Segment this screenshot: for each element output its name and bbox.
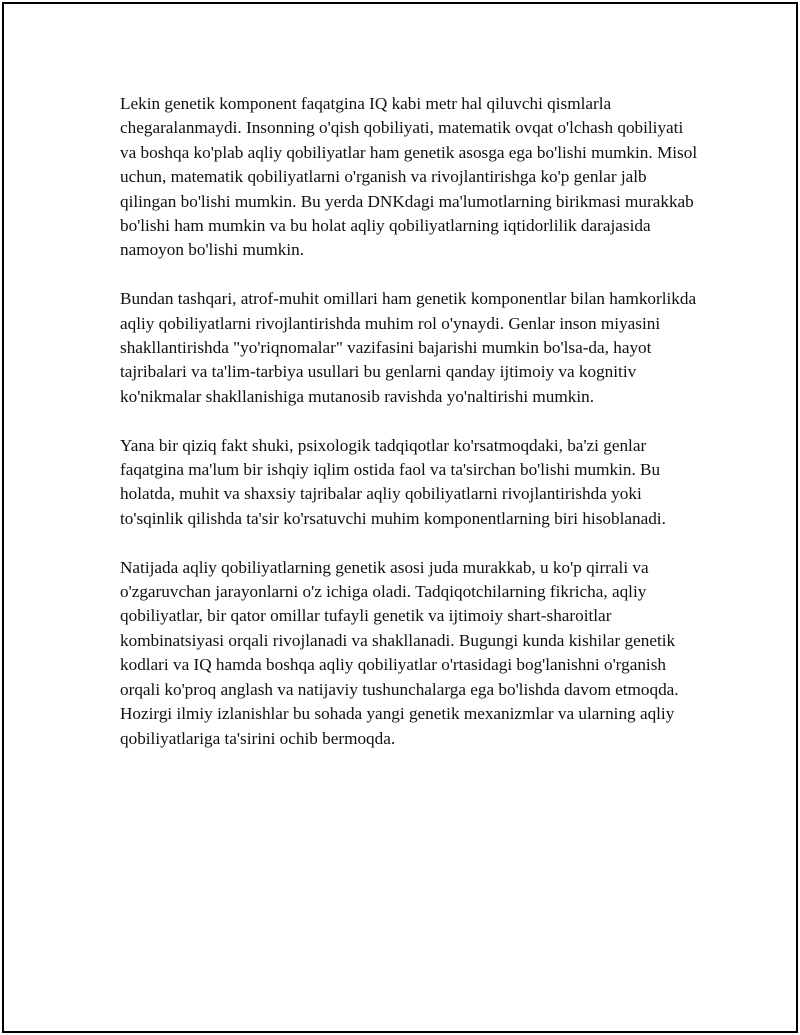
paragraph-1: Lekin genetik komponent faqatgina IQ kabi metr hal qiluvchi qismlarla chegaralanmaydi. Insonning o'qish qobiliyati, matematik ovqat o'lchash qobiliyati va boshqa ko'plab aqliy qobiliyatlar ham genetik asosga ega bo'lishi mumkin. Misol uchun, matematik qobiliyatlarni o'rganish va rivojlantirishga ko'p genlar jalb qilingan bo'lishi mumkin. Bu yerda DNKdagi ma'lumotlarning birikmasi murakkab bo'lishi ham mumkin va bu holat aqliy qobiliyatlarning iqtidorlilik darajasida namoyon bo'lishi mumkin. (120, 94, 698, 260)
document-page (2, 2, 798, 1033)
paragraph-3: Yana bir qiziq fakt shuki, psixologik tadqiqotlar ko'rsatmoqdaki, ba'zi genlar faqatgina ma'lum bir ishqiy iqlim ostida faol va ta'sirchan bo'lishi mumkin. Bu holatda, muhit va shaxsiy tajribalar aqliy qobiliyatlarni rivojlantirishda yoki to'sqinlik qilishda ta'sir ko'rsatuvchi muhim komponentlarning biri hisoblanadi. (120, 435, 666, 528)
paragraph-2: Bundan tashqari, atrof-muhit omillari ham genetik komponentlar bilan hamkorlikda aqliy qobiliyatlarni rivojlantirishda muhim rol o'ynaydi. Genlar inson miyasini shakllantirishda "yo'riqnomalar" vazifasini bajarishi mumkin bo'lsa-da, hayot tajribalari va ta'lim-tarbiya usullari bu genlarni qanday ijtimoiy va kognitiv ko'nikmalar shakllanishiga mutanosib ravishda yo'naltirishi mumkin. (120, 289, 697, 406)
document-body (120, 92, 700, 775)
paragraph-4: Natijada aqliy qobiliyatlarning genetik asosi juda murakkab, u ko'p qirrali va o'zgaruvchan jarayonlarni o'z ichiga oladi. Tadqiqotchilarning fikricha, aqliy qobiliyatlar, bir qator omillar tufayli genetik va ijtimoiy shart-sharoitlar kombinatsiyasi orqali rivojlanadi va shakllanadi. Bugungi kunda kishilar genetik kodlari va IQ hamda boshqa aqliy qobiliyatlar o'rtasidagi bog'lanishni o'rganish orqali ko'proq anglash va natijaviy tushunchalarga ega bo'lishda davom etmoqda. Hozirgi ilmiy izlanishlar bu sohada yangi genetik mexanizmlar va ularning aqliy qobiliyatlariga ta'sirini ochib bermoqda. (120, 557, 679, 748)
